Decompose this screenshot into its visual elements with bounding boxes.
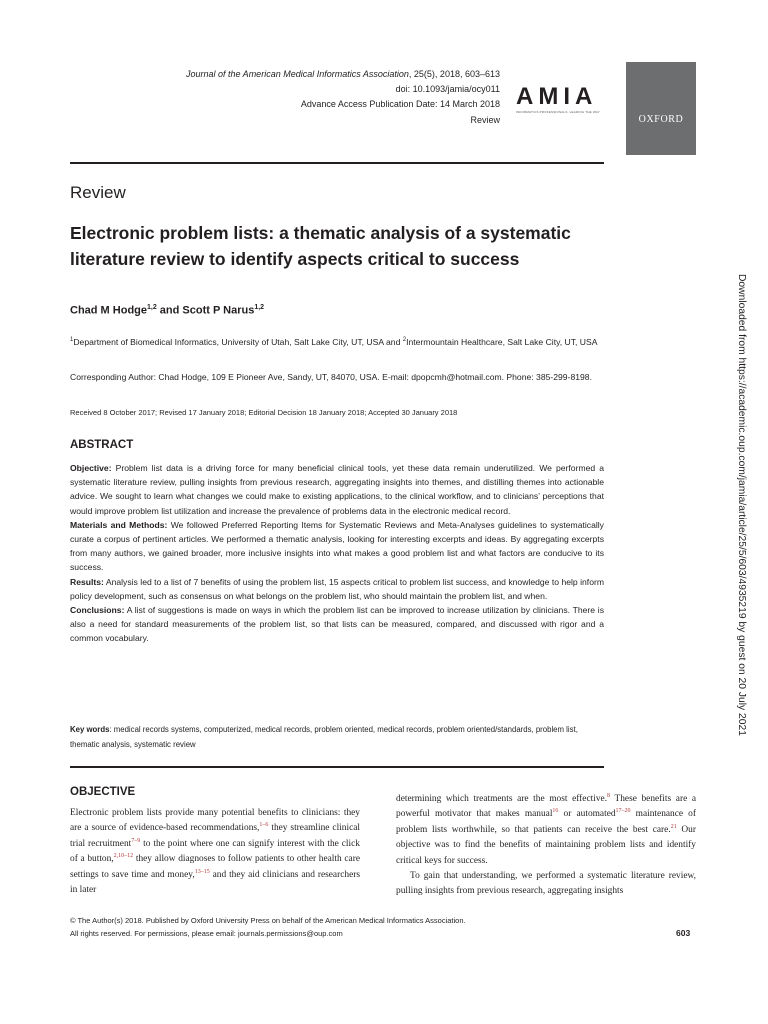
citation-link[interactable]: 1–6 xyxy=(259,822,269,829)
objective-heading: OBJECTIVE xyxy=(70,786,136,798)
left-column: Electronic problem lists provide many potential benefits to clinicians: they are a source of evidence-based recommendations,$^{1-6}$ they streamline clinical trial recruitment$^{7-9}$ to the point where one can signify interest with the click of a button,$^{2,10-12}$ they allow diagnoses to follow patients to other health care settings to save time and money,$^{13-15}$ and they aid clinicians and researchers in later xyxy=(70,808,361,896)
citation-link[interactable]: 16 xyxy=(552,808,559,815)
abstract-heading: ABSTRACT xyxy=(70,439,134,451)
abstract-methods: Materials and Methods: We followed Preferred Reporting Items for Systematic Reviews and Meta-Analyses guidelines to systematically curate a corpus of pertinent articles. We performed a thematic analysis, looking for interesting excerpts and ideas. By aggregating excerpts from many authors, we gained broader, more inclusive insights into what makes a good problem list and what factors are conducive to its success. xyxy=(70,519,604,573)
author-name[interactable]: Scott P Narus xyxy=(182,304,255,317)
abstract-objective: Objective: Problem list data is a driving force for many beneficial clinical tools, yet these data remain underutilized. We performed a systematic literature review, pulling insights from previous research, aggregating insights into themes, and distilling themes into actionable advice. We sought to learn what changes we could make to existing applications, to the clinical workflow, and to clinicians’ perceptions that would improve problem list utilization and increase the prevalence of problems data in the electronic medical record. xyxy=(70,463,604,516)
header-rule xyxy=(70,162,604,164)
author-name[interactable]: Chad M Hodge xyxy=(70,304,147,317)
citation-link[interactable]: 21 xyxy=(670,823,677,830)
section-label: Review xyxy=(70,183,126,202)
citation-link[interactable]: 13–15 xyxy=(194,868,210,875)
corresponding-author: Corresponding Author: Chad Hodge, 109 E Pioneer Ave, Sandy, UT, 84070, USA. E-mail: dpopcmh@hotmail.com. Phone: 385-299-8198. xyxy=(70,372,592,382)
permissions-notice: All rights reserved. For permissions, please email: journals.permissions@oup.com xyxy=(70,929,343,938)
access-date: Advance Access Publication Date: 14 March 2018 xyxy=(300,99,500,109)
authors: Chad M Hodge$^{1,2}$ and Scott P Narus$^{1,2}$ xyxy=(70,304,265,317)
abstract-conclusions: Conclusions: A list of suggestions is made on ways in which the problem list can be improved to increase utilization by clinicians. There is also a need for standard measurements of the problem list, so that lists can be measured, compared, and discussed with rigor and a common vocabulary. xyxy=(70,605,604,644)
received-dates: Received 8 October 2017; Revised 17 January 2018; Editorial Decision 18 January 2018; Accepted 30 January 2018 xyxy=(70,408,458,417)
body-rule xyxy=(70,766,604,768)
citation-link[interactable]: 7–9 xyxy=(131,837,141,844)
affiliations: $^1$Department of Biomedical Informatics, University of Utah, Salt Lake City, UT, USA and $^2$Intermountain Healthcare, Salt Lake City, UT, USA xyxy=(70,336,598,347)
citation-link[interactable]: 2,10–12 xyxy=(113,853,134,860)
citation-link[interactable]: 17–20 xyxy=(615,808,631,815)
amia-logo: AMIA INFORMATICS PROFESSIONALS. LEADING THE WAY. xyxy=(516,83,601,114)
abstract-body xyxy=(70,461,604,646)
abstract-results: Results: Analysis led to a list of 7 benefits of using the problem list, 15 aspects critical to problem list success, and knowledge to help inform policy development, such as consensus on what belongs on the problem list, who should maintain the problem list, and when. xyxy=(70,576,604,601)
citation-link[interactable]: 8 xyxy=(607,792,611,799)
doi[interactable]: doi: 10.1093/jamia/ocy011 xyxy=(395,84,500,94)
page-number: 603 xyxy=(676,928,691,938)
journal-citation: Journal of the American Medical Informatics Association, 25(5), 2018, 603–613 xyxy=(185,69,500,79)
copyright-notice: © The Author(s) 2018. Published by Oxford University Press on behalf of the American Medical Informatics Association. xyxy=(70,916,466,925)
article-title: Electronic problem lists: a thematic analysis of a systematic literature review to identify aspects critical to success xyxy=(70,223,571,269)
right-column: determining which treatments are the most effective.$^8$ These benefits are a powerful motivator that makes manual$^{16}$ or automated$^{17-20}$ maintenance of problem lists worthwhile, so that patients can receive the best care.$^{21}$ Our objective was to find the benefits of maintaining problem lists and identify critical keys for success. To gain that understanding, we performed a systematic literature review, pulling insights from previous research, aggregating insights xyxy=(396,792,697,897)
keywords: Key words: medical records systems, computerized, medical records, problem oriented, medical records, problem oriented/standards, problem list, thematic analysis, systematic review xyxy=(70,725,578,749)
oxford-logo: OXFORD xyxy=(626,62,696,155)
download-watermark: Downloaded from https://academic.oup.com/jamia/article/25/5/603/4935219 by guest on 20 July 2021 xyxy=(736,274,747,736)
article-type: Review xyxy=(470,115,500,125)
